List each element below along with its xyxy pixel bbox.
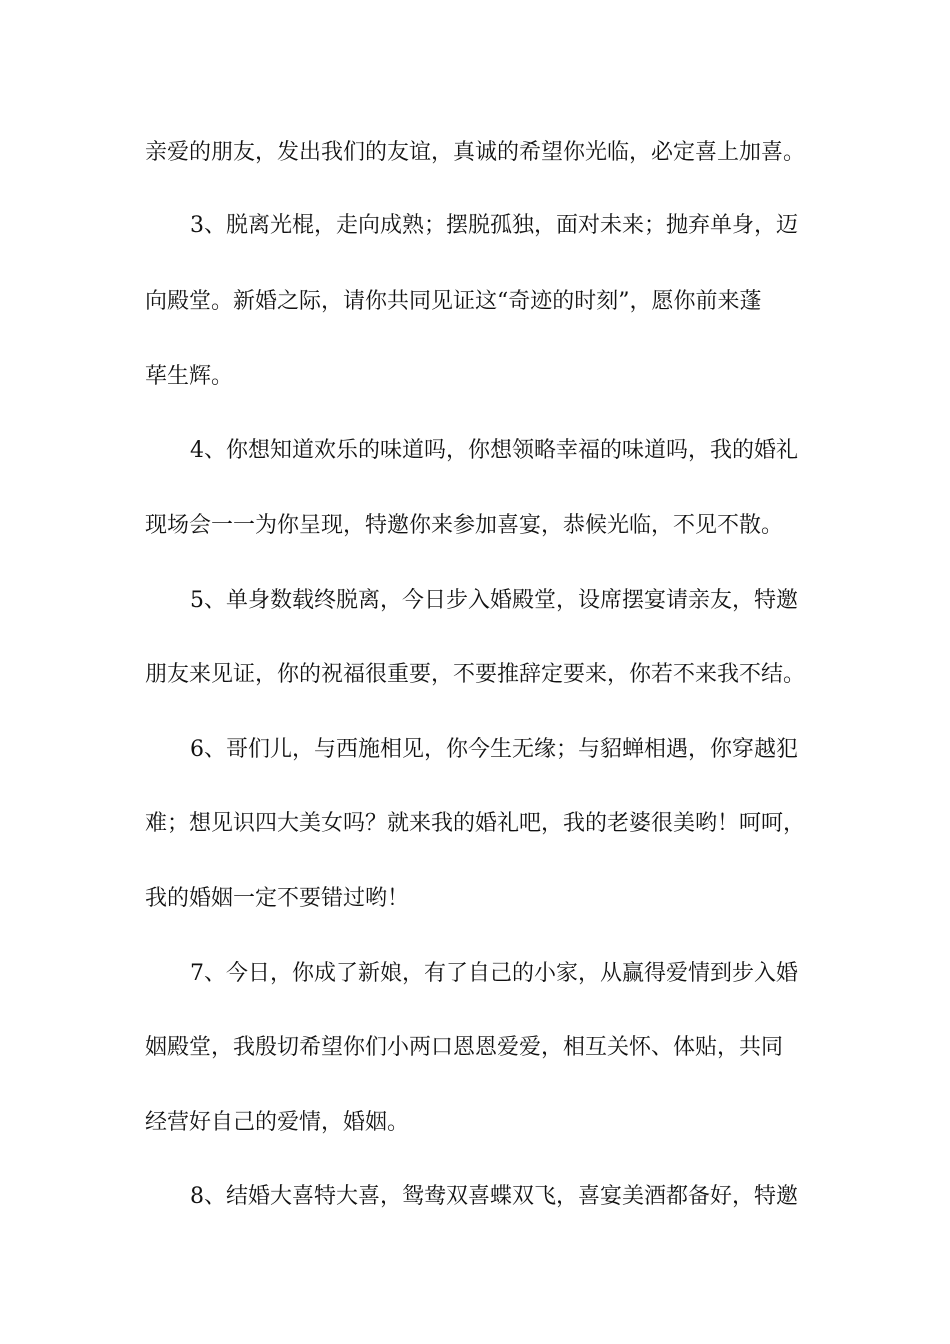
text-line [0, 210, 950, 242]
text-line-content: 现场会一一为你呈现，特邀你来参加喜宴，恭候光临，不见不散。 [145, 513, 784, 538]
text-line-content: 难；想见识四大美女吗？就来我的婚礼吧，我的老婆很美哟！呵呵， [145, 811, 806, 836]
text-line-content: 5、单身数载终脱离，今日步入婚殿堂，设席摆宴请亲友，特邀 [190, 588, 798, 613]
text-line [0, 361, 950, 393]
text-line [0, 734, 950, 766]
text-line-content: 亲爱的朋友，发出我们的友谊，真诚的希望你光临，必定喜上加喜。 [145, 140, 806, 165]
text-line-content: 4、你想知道欢乐的味道吗，你想领略幸福的味道吗，我的婚礼 [190, 438, 798, 463]
text-line [0, 958, 950, 990]
text-line [0, 286, 950, 318]
text-line-content: 7、今日，你成了新娘，有了自己的小家，从赢得爱情到步入婚 [190, 961, 798, 986]
text-line [0, 137, 950, 169]
text-line [0, 808, 950, 840]
text-line-content: 经营好自己的爱情，婚姻。 [145, 1110, 410, 1135]
text-line-content: 荜生辉。 [145, 364, 234, 389]
text-line [0, 435, 950, 467]
text-line [0, 1107, 950, 1139]
text-line-content: 8、结婚大喜特大喜，鸳鸯双喜蝶双飞，喜宴美酒都备好，特邀 [190, 1184, 798, 1209]
text-line [0, 1181, 950, 1213]
text-line [0, 883, 950, 915]
text-line [0, 585, 950, 617]
text-line-content: 朋友来见证，你的祝福很重要，不要推辞定要来，你若不来我不结。 [145, 662, 806, 687]
text-line-content: 姻殿堂，我殷切希望你们小两口恩恩爱爱，相互关怀、体贴，共同 [145, 1035, 784, 1060]
text-line [0, 1032, 950, 1064]
text-line [0, 659, 950, 691]
text-line-content: 6、哥们儿，与西施相见，你今生无缘；与貂蝉相遇，你穿越犯 [190, 737, 798, 762]
text-line-content: 向殿堂。新婚之际，请你共同见证这“奇迹的时刻”，愿你前来蓬 [145, 289, 762, 314]
text-line [0, 510, 950, 542]
text-line-content: 我的婚姻一定不要错过哟！ [145, 886, 410, 911]
text-line-content: 3、脱离光棍，走向成熟；摆脱孤独，面对未来；抛弃单身，迈 [190, 213, 798, 238]
